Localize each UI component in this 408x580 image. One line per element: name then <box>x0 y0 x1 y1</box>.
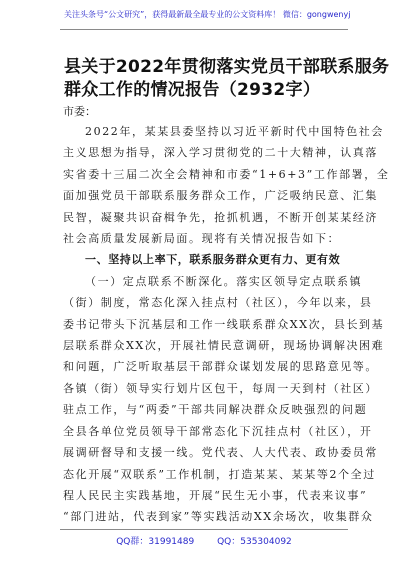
body-line: 2022年，某某县委坚持以习近平新时代中国特色社会 <box>85 125 384 138</box>
body-line: 民智，凝聚共识奋楫争先，抢抓机遇，不断开创某某经济 <box>63 210 378 224</box>
footer-divider <box>60 529 348 530</box>
body-line: 社会高质量发展新局面。现将有关情况报告如下： <box>63 232 341 246</box>
footer-qq-group: QQ群：31991489 <box>116 537 195 547</box>
body-line: 实省委十三届二次全会精神和市委“1+6+3”工作部署，全 <box>63 167 390 181</box>
title-line: 群众工作的情况报告（2932字） <box>64 80 321 100</box>
footer-qq-contact: QQ：535304092 <box>217 537 292 547</box>
section-line: 程人民民主实践基地，开展“民生无小事，代表来议事” <box>63 488 368 502</box>
section-line: （一）定点联系不断深化。落实区领导定点联系镇 <box>85 274 363 288</box>
document-body <box>63 121 390 528</box>
section-line: （街）制度，常态化深入挂点村（社区），今年以来，县 <box>63 296 373 310</box>
section-line: 委书记带头下沉基层和工作一线联系群众XX次，县长到基 <box>63 317 385 331</box>
section-line: 和问题，广泛听取基层干部群众谋划发展的思路意见等。 <box>63 360 378 374</box>
section-line: 驻点工作，与“两委”干部共同解决群众反映强烈的问题 <box>63 403 368 417</box>
section-line: 展调研督导和支援一线。党代表、人大代表、政协委员常 <box>63 446 378 460</box>
section-line: “部门进站，代表到家”等实践活动XX余场次，收集群众 <box>63 510 374 524</box>
section-line: 各镇（街）领导实行划片区包干，每周一天到村（社区） <box>63 381 378 395</box>
header-banner: 关注头条号“公文研究”，获得最新最全最专业的公文资料库！ 微信：gongwenyj <box>64 10 351 19</box>
section-line: 全县各单位党员领导干部常态化下沉挂点村（社区），开 <box>63 424 373 438</box>
salutation: 市委： <box>63 105 96 118</box>
title-line: 县关于2022年贯彻落实党员干部联系服务 <box>64 57 390 77</box>
body-line: 面加强党员干部联系服务群众工作，广泛吸纳民意、汇集 <box>63 189 378 203</box>
footer <box>0 534 408 547</box>
section-heading: 一、坚持以上率下，联系服务群众更有力、更有效 <box>85 253 341 267</box>
body-line: 主义思想为指导，深入学习贯彻党的二十大精神，认真落 <box>63 146 378 160</box>
document-title <box>64 56 390 102</box>
section-line: 态化开展“双联系”工作机制，打造某某、某某等2个全过 <box>63 467 376 481</box>
header-divider <box>60 29 348 30</box>
section-line: 层联系群众XX次，开展社情民意调研，现场协调解决困难 <box>63 339 385 353</box>
